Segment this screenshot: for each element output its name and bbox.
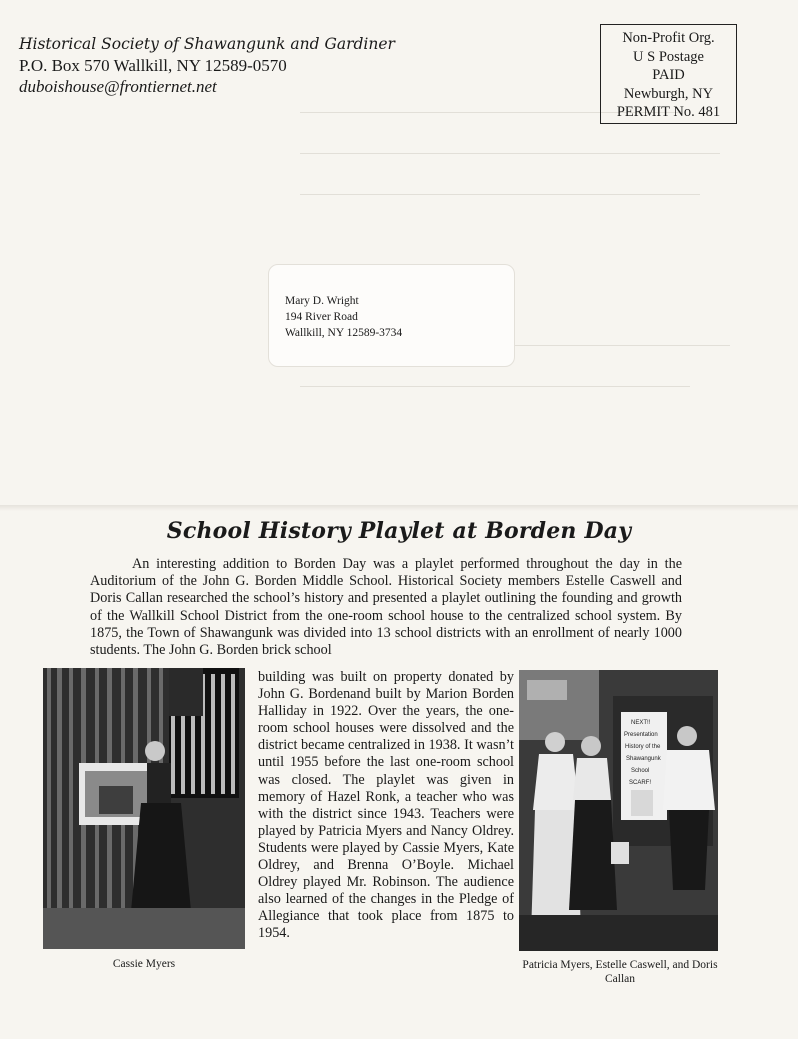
postage-line: PERMIT No. 481 bbox=[616, 104, 721, 120]
society-name: Historical Society of Shawangunk and Gardiner bbox=[19, 35, 395, 53]
recipient-name: Mary D. Wright bbox=[285, 295, 359, 307]
photo-cassie-myers-image bbox=[43, 668, 245, 949]
recipient-city: Wallkill, NY 12589-3734 bbox=[285, 327, 403, 339]
photo-playlet-cast bbox=[519, 670, 718, 951]
photo-playlet-cast-image bbox=[519, 670, 718, 951]
society-address: P.O. Box 570 Wallkill, NY 12589-0570 bbox=[19, 56, 287, 75]
recipient-street: 194 River Road bbox=[285, 311, 358, 323]
sign-line: NEXT!! bbox=[631, 720, 651, 726]
recipient-address bbox=[285, 293, 402, 341]
article-intro-text: An interesting addition to Borden Day was a playlet performed throughout the day in the Auditorium of the John G. Borden Middle School. Historical Society members Estelle Caswell and Doris Callan researched the school’s history and presented a playlet outlining the founding and growth of the Wallkill School District from the one-room school house to the centralized school system. By 1875, the Town of Shawangunk was divided into 13 school districts with an enrollment of nearly 1000 students. The John G. Borden brick school bbox=[90, 556, 682, 659]
society-email: duboishouse@frontiernet.net bbox=[19, 77, 217, 96]
sign-line: School bbox=[631, 768, 650, 774]
article-headline: School History Playlet at Borden Day bbox=[166, 518, 632, 544]
postage-indicia bbox=[600, 24, 737, 124]
photo-caption-right: Patricia Myers, Estelle Caswell, and Doris Callan bbox=[522, 959, 718, 985]
postage-line: U S Postage bbox=[633, 48, 704, 65]
sender-block bbox=[19, 34, 395, 97]
article-intro bbox=[90, 556, 682, 659]
photo-caption-left: Cassie Myers bbox=[112, 958, 176, 970]
sign-line: Presentation bbox=[624, 732, 658, 738]
photo-cassie-myers bbox=[43, 668, 245, 949]
sign-line: Shawangunk bbox=[626, 756, 661, 762]
sign-line: SCARF! bbox=[629, 780, 652, 786]
postage-line: Newburgh, NY bbox=[623, 85, 714, 102]
article-column: building was built on property donated by John G. Bordenand built by Marion Borden Halliday in 1922. Over the years, the one-room school houses were dissolved and the district became centralized in 1938. It wasn’t until 1955 before the last one-room school was closed. The playlet was given in memory of Hazel Ronk, a teacher who was with the district since 1943. Teachers were played by Patricia Myers and Nancy Oldrey. Students were played by Cassie Myers, Kate Oldrey, and Brenna O’Boyle. Michael Oldrey played Mr. Robinson. The audience also learned of the changes in the Pledge of Allegiance that took place from 1875 to 1954. bbox=[258, 669, 514, 942]
page-fold bbox=[0, 505, 798, 511]
postage-line: PAID bbox=[652, 67, 685, 83]
postage-line: Non-Profit Org. bbox=[622, 30, 715, 46]
sign-line: History of the bbox=[625, 744, 661, 750]
